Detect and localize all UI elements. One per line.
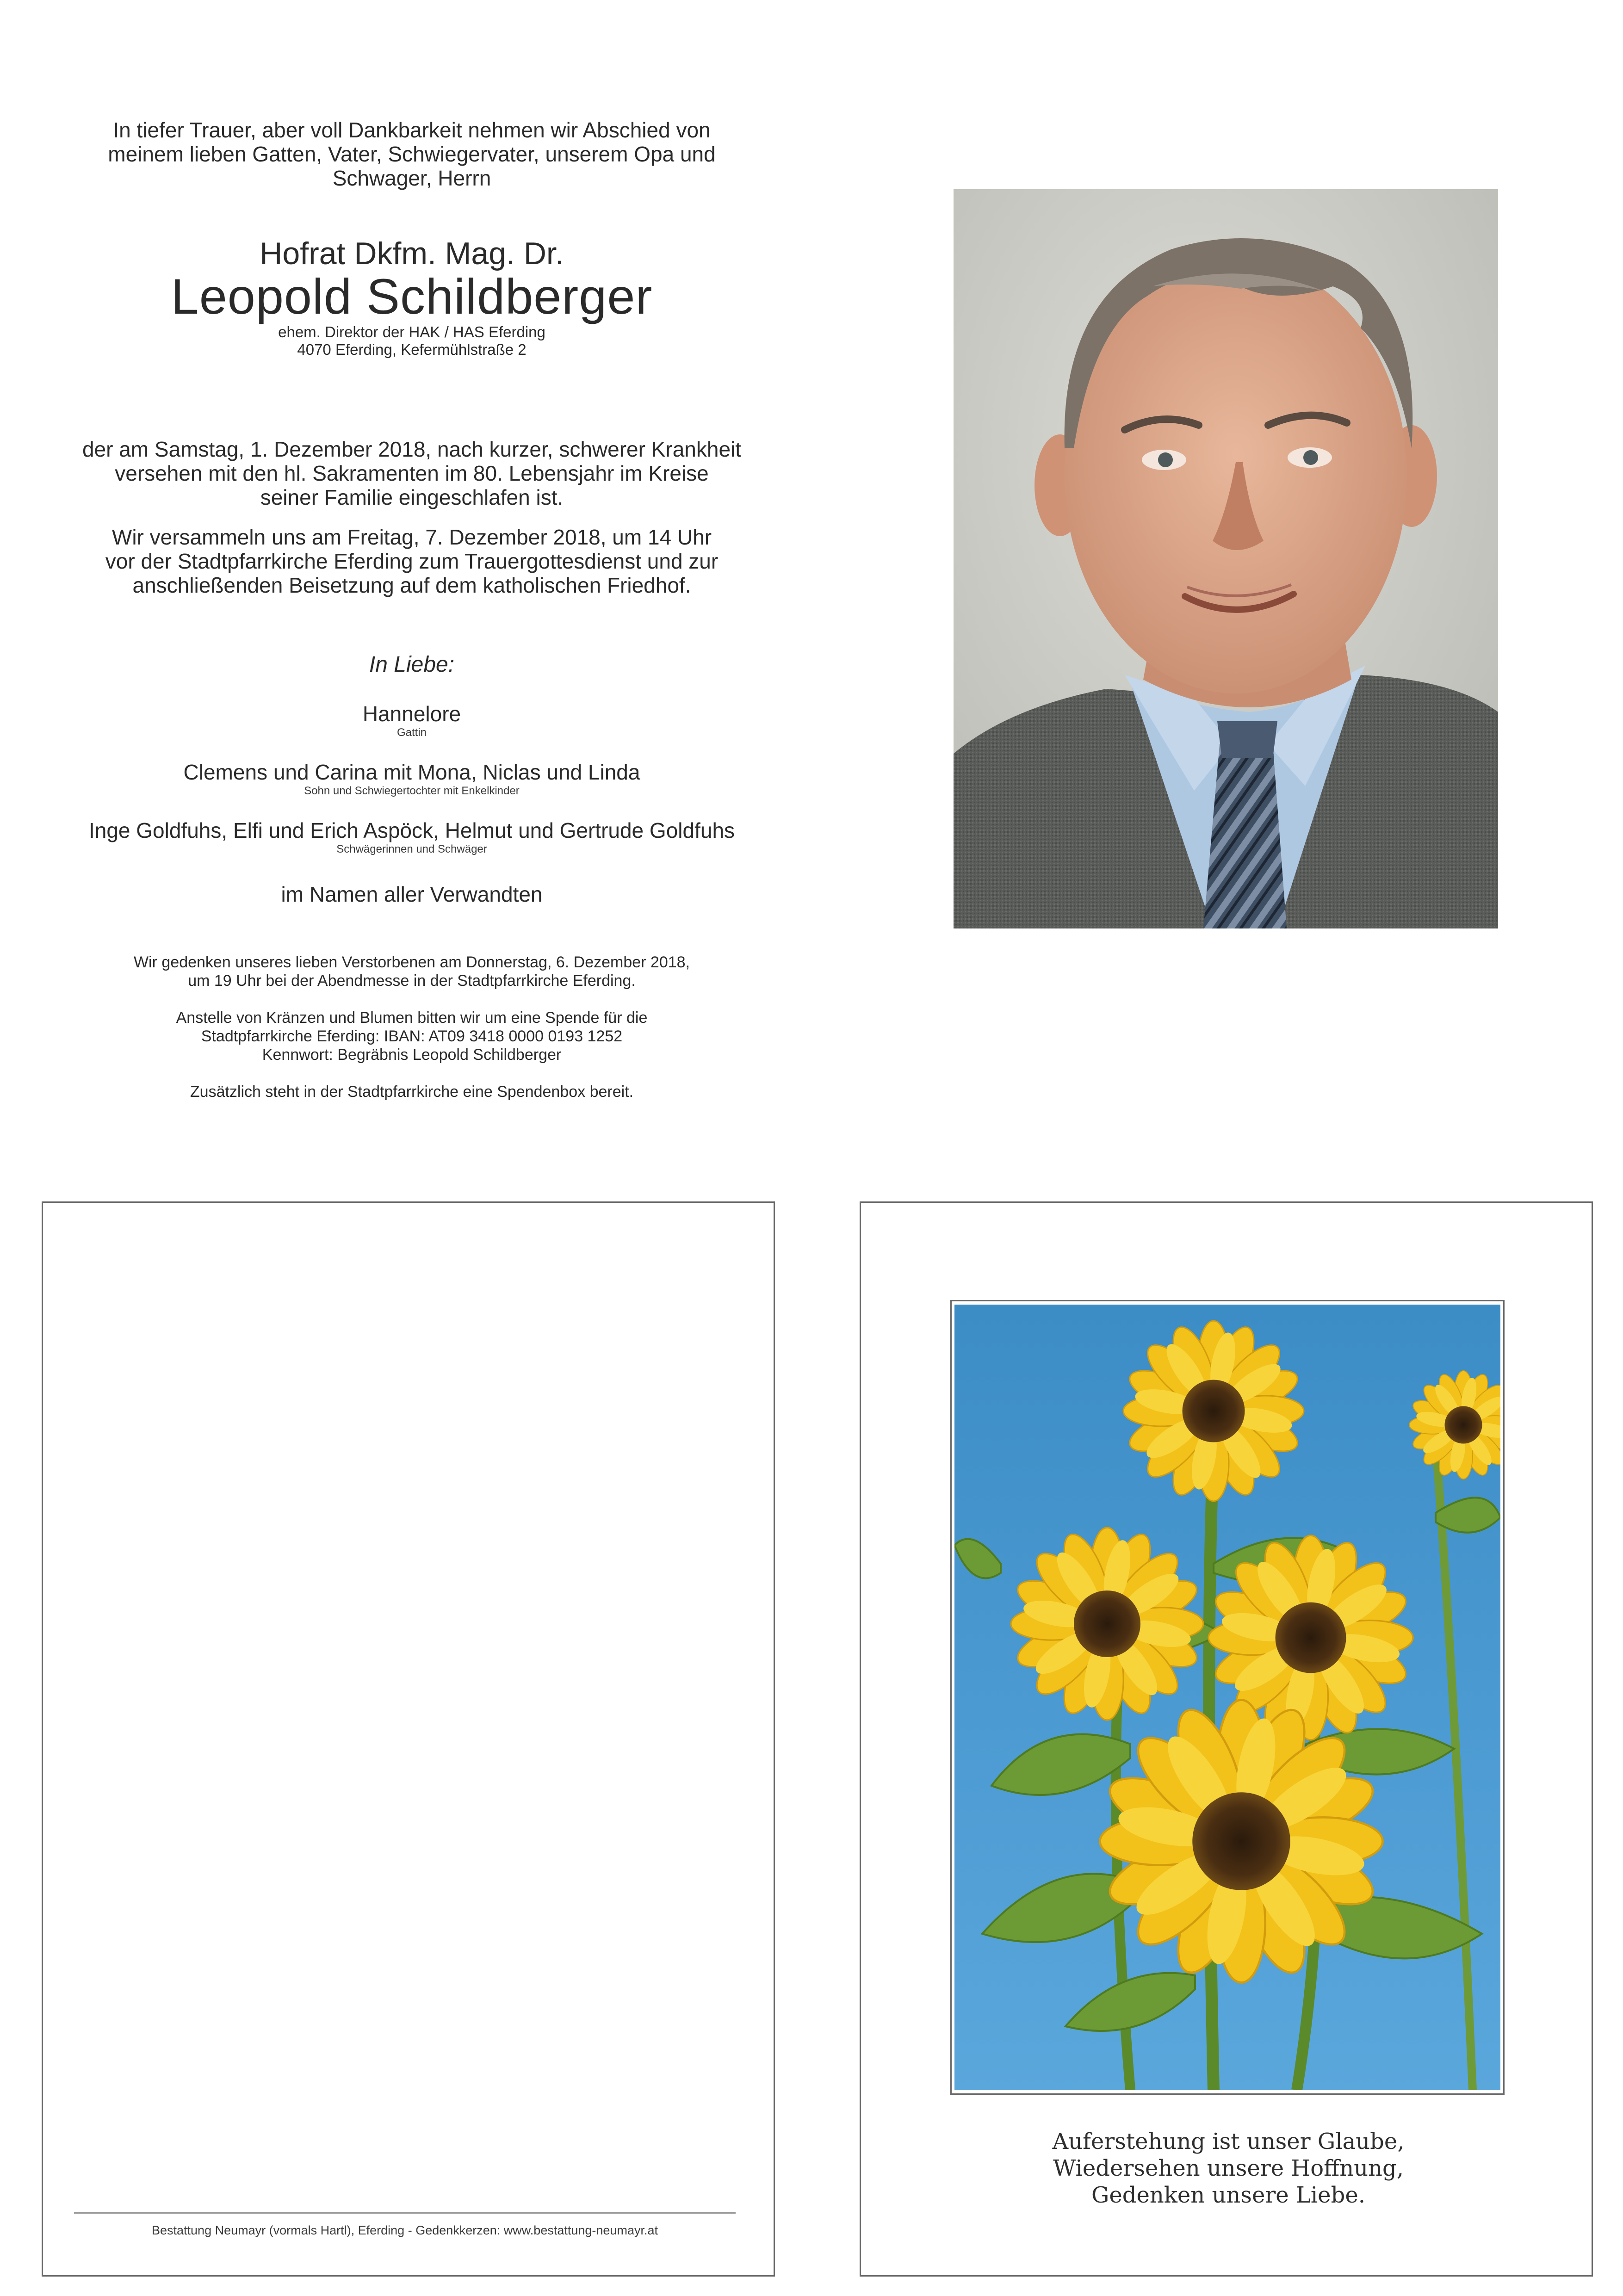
deceased-name: Leopold Schildberger bbox=[171, 268, 653, 324]
intro-line: In tiefer Trauer, aber voll Dankbarkeit nehmen wir Abschied von bbox=[113, 118, 711, 142]
family-names: Hannelore bbox=[362, 702, 461, 726]
deceased-address: 4070 Eferding, Kefermühlstraße 2 bbox=[297, 341, 527, 358]
intro-line: Schwager, Herrn bbox=[332, 166, 491, 190]
family-role: Gattin bbox=[396, 726, 427, 739]
card-left-panel bbox=[42, 1201, 775, 2277]
donation-notice-line: Kennwort: Begräbnis Leopold Schildberger bbox=[262, 1046, 562, 1064]
deceased-position: ehem. Direktor der HAK / HAS Eferding bbox=[278, 323, 545, 340]
verse-line: Auferstehung ist unser Glaube, bbox=[1052, 2129, 1405, 2154]
memorial-verse bbox=[953, 2128, 1504, 2209]
honorific-title: Hofrat Dkfm. Mag. Dr. bbox=[260, 236, 564, 271]
funeral-paragraph-line: anschließenden Beisetzung auf dem katholischen Friedhof. bbox=[132, 573, 691, 597]
death-paragraph-line: der am Samstag, 1. Dezember 2018, nach kurzer, schwerer Krankheit bbox=[82, 437, 742, 461]
intro-line: meinem lieben Gatten, Vater, Schwiegervater, unserem Opa und bbox=[108, 142, 716, 166]
donation-notice-line: Stadtpfarrkirche Eferding: IBAN: AT09 3418 0000 0193 1252 bbox=[201, 1027, 623, 1045]
sunflower-photo bbox=[954, 1305, 1500, 2090]
death-paragraph-line: versehen mit den hl. Sakramenten im 80. Lebensjahr im Kreise bbox=[115, 461, 709, 485]
family-role: Schwägerinnen und Schwäger bbox=[336, 843, 487, 855]
death-paragraph-line: seiner Familie eingeschlafen ist. bbox=[260, 485, 564, 509]
sunflower-illustration bbox=[954, 1305, 1500, 2090]
funeral-paragraph-line: Wir versammeln uns am Freitag, 7. Dezember 2018, um 14 Uhr bbox=[112, 525, 712, 549]
in-liebe-heading: In Liebe: bbox=[369, 652, 455, 677]
donation-notice-line: Anstelle von Kränzen und Blumen bitten wir um eine Spende für die bbox=[176, 1009, 648, 1027]
memorial-notice-line: um 19 Uhr bei der Abendmesse in der Stadtpfarrkirche Eferding. bbox=[188, 972, 636, 990]
verse-line: Gedenken unsere Liebe. bbox=[1091, 2182, 1365, 2208]
donation-box-notice: Zusätzlich steht in der Stadtpfarrkirche eine Spendenbox bereit. bbox=[190, 1083, 634, 1101]
funeral-paragraph-line: vor der Stadtpfarrkirche Eferding zum Trauergottesdienst und zur bbox=[105, 549, 719, 573]
funeral-home-footer: Bestattung Neumayr (vormals Hartl), Eferding - Gedenkkerzen: www.bestattung-neumayr.at bbox=[152, 2223, 658, 2237]
relatives-line: im Namen aller Verwandten bbox=[281, 882, 543, 906]
verse-line: Wiedersehen unsere Hoffnung, bbox=[1053, 2155, 1404, 2181]
portrait-photo bbox=[954, 189, 1498, 928]
family-role: Sohn und Schwiegertochter mit Enkelkinder bbox=[304, 785, 520, 797]
obituary-text bbox=[56, 118, 768, 1101]
footer-divider bbox=[74, 2212, 736, 2214]
portrait-illustration bbox=[954, 189, 1498, 928]
family-names: Clemens und Carina mit Mona, Niclas und Linda bbox=[183, 760, 640, 784]
memorial-notice-line: Wir gedenken unseres lieben Verstorbenen am Donnerstag, 6. Dezember 2018, bbox=[133, 953, 690, 971]
family-names: Inge Goldfuhs, Elfi und Erich Aspöck, Helmut und Gertrude Goldfuhs bbox=[88, 818, 735, 842]
